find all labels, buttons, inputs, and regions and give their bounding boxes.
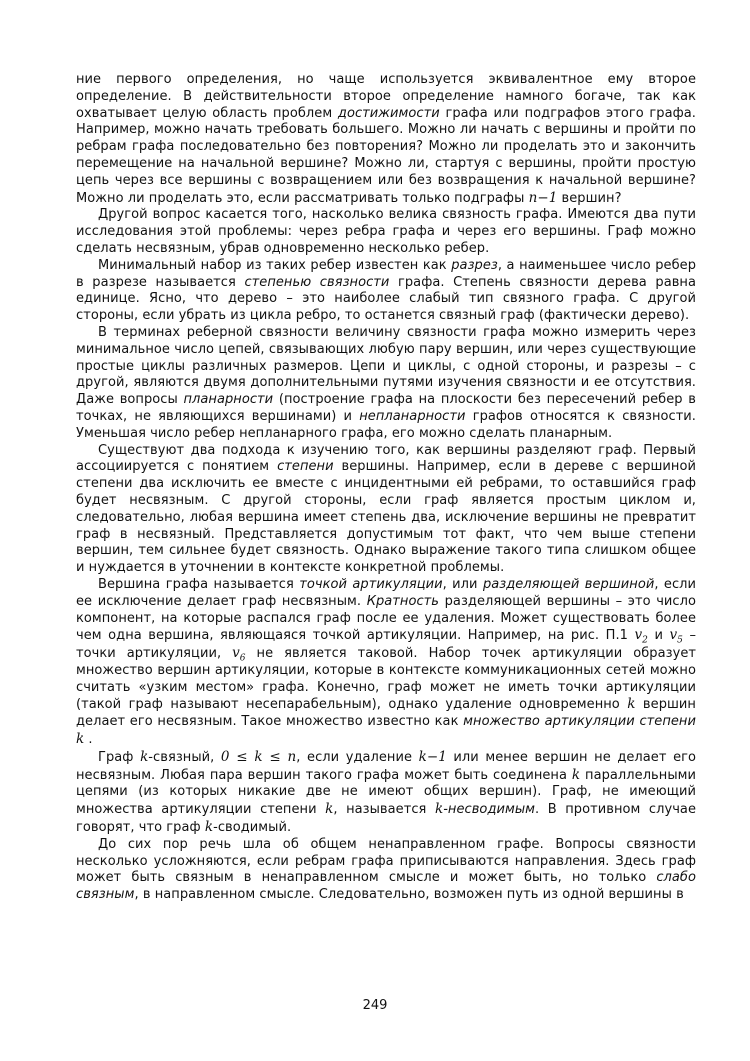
text-run: . В противном случае говорят, что граф [76,802,696,836]
text-run: -связный, [148,749,221,765]
italic-term: планарности [183,392,274,408]
paragraph-5 [76,443,696,577]
math-symbol: v [232,645,240,662]
text-run: не является таковой. Набор точек артикуляции образует множество вершин артикуляции, которые в контексте коммуникационных сетей можно считать «узким местом» графа. Конечно, граф может не иметь точки артикуляции (такой граф называют несепарабельным), однако удаление одновременно [76,646,696,713]
italic-term: множество артикуляции степени [463,714,696,730]
text-run: графа. Степень связности дерева равна единице. Ясно, что дерево – это наиболее слабый тип связного графа. С другой стороны, если убрать из цикла ребро, то останется связный граф (фактически дерево). [76,274,696,324]
text-run: , а наименьшее число ребер в разрезе называется [76,257,696,290]
math-expression: k [140,748,149,765]
italic-term: слабо связным [76,870,696,903]
paragraph-7 [76,749,696,837]
math-v5 [669,627,683,646]
math-v2 [634,627,648,646]
text-run: , в направленном смысле. Следовательно, возможен путь из одной вершины в [134,887,684,903]
math-expression: k [325,801,334,818]
text-run: Граф [98,749,141,765]
text-run: ние первого определения, но чаще используется эквивалентное ему второе определение. В действительности второе определение намного богаче, так как охватывает целую область проблем [76,72,696,121]
math-symbol: v [669,627,678,644]
italic-term: разделяющей вершиной [482,576,655,592]
text-run: , называется [333,802,435,818]
paragraph-8 [76,837,696,904]
text-run: , если ее исключение делает граф несвязным. [76,576,697,609]
paragraph-1 [76,72,696,207]
text-run: вершин? [557,190,622,206]
text-run: В терминах реберной связности величину связности графа можно измерить через минимальное число цепей, связывающих любую пару вершин, или через существующие простые циклы различных размеров. Цепи и циклы, с одной стороны, и разрезы – с другой, являются двумя дополнительными путями изучения связности и ее отсутствия. Даже вопросы [76,324,696,408]
text-run: графов относятся к связности. Уменьшая число ребер непланарного графа, его можно сделать планарным. [76,408,696,441]
math-expression: k [627,696,636,713]
math-expression: k [204,819,214,836]
math-subscript: 6 [239,653,246,664]
paragraph-4 [76,325,696,443]
math-expression: n−1 [528,189,558,206]
italic-term: достижимости [337,105,440,121]
text-run: вершины. Например, если в дереве с вершиной степени два исключить ее вместе с инцидентными ей ребрами, то оставшийся граф будет несвязным. С другой стороны, если граф является простым циклом и, следовательно, любая вершина имеет степень два, исключение вершины не превратит граф в несвязный. Представляется допустимым тот факт, что чем выше степени вершин, тем сильнее будет связность. Однако выражение такого типа слишком общее и нуждается в уточнении в контексте конкретной проблемы. [76,459,696,576]
text-run: (построение графа на плоскости без пересечений ребер в точках, не являющихся вершинами) и [76,392,696,424]
paragraph-3 [76,258,696,325]
italic-term: степени [277,459,334,475]
paragraph-6 [76,577,696,749]
text-run: -сводимый. [213,820,292,836]
math-expression: k [76,731,85,748]
math-expression: k−1 [418,748,447,765]
text-run: , или [442,576,483,592]
text-run: Существуют два подхода к изучению того, как вершины разделяют граф. Первый ассоциируется с понятием [76,442,696,475]
text-run: графа или подграфов этого графа. Например, можно начать требовать большего. Можно ли начать с вершины и пройти по ребрам графа последовательно без повторения? Можно ли проделать это и закончить перемещение на начальной вершине? Можно ли, стартуя с вершины, пройти простую цепь через все вершины с возвращением или без возвращения к начальной вершине? Можно ли проделать это, если рассматривать только подграфы [76,105,696,206]
math-subscript: 5 [677,635,683,646]
page-number: 249 [362,998,388,1013]
text-run: До сих пор речь шла об общем ненаправленном графе. Вопросы связности несколько усложняются, если ребрам графа приписываются направления. Здесь граф может быть связным в ненаправленном смысле и может быть, но только [76,836,696,886]
paragraph-2 [76,207,696,257]
math-expression: k [571,766,581,783]
text-run: Минимальный набор из таких ребер известен как [98,257,452,273]
text-run: или менее вершин не делает его несвязным. Любая пара вершин такого графа может быть соединена [76,749,696,783]
math-v6 [232,645,246,664]
italic-term: разрез [451,257,498,273]
text-run: , если удаление [296,749,419,765]
text-run: вершин делает его несвязным. Такое множество известно как [76,697,696,730]
math-expression: k [434,801,444,818]
math-symbol: v [634,627,643,644]
italic-term: точкой артикуляции [299,576,443,592]
italic-term: Кратность [366,593,440,609]
text-run: и [647,628,670,644]
text-run: параллельными цепями (из которых никакие две не имеют общих вершин). Граф, не имеющий множества артикуляции степени [76,767,696,818]
math-expression: 0 ≤ k ≤ n [220,748,297,765]
italic-term: -несводимым [443,802,536,818]
italic-term: непланарности [359,408,466,424]
italic-term: степенью связности [244,274,390,290]
math-subscript: 2 [642,635,648,646]
text-run: Другой вопрос касается того, насколько велика связность графа. Имеются два пути исследования этой проблемы: через ребра графа и через его вершины. Граф можно сделать несвязным, убрав одновременно несколько ребер. [76,207,696,256]
text-run: Вершина графа называется [98,576,300,592]
body-text [76,72,696,904]
text-run: разделяющей вершины – это число компонент, на которые распался граф после ее удаления. Может существовать более чем одна вершина, являющаяся точкой артикуляции. Например, на рис. П.1 [76,593,696,644]
text-run: . [84,732,93,748]
text-run: – точки артикуляции, [76,628,696,662]
